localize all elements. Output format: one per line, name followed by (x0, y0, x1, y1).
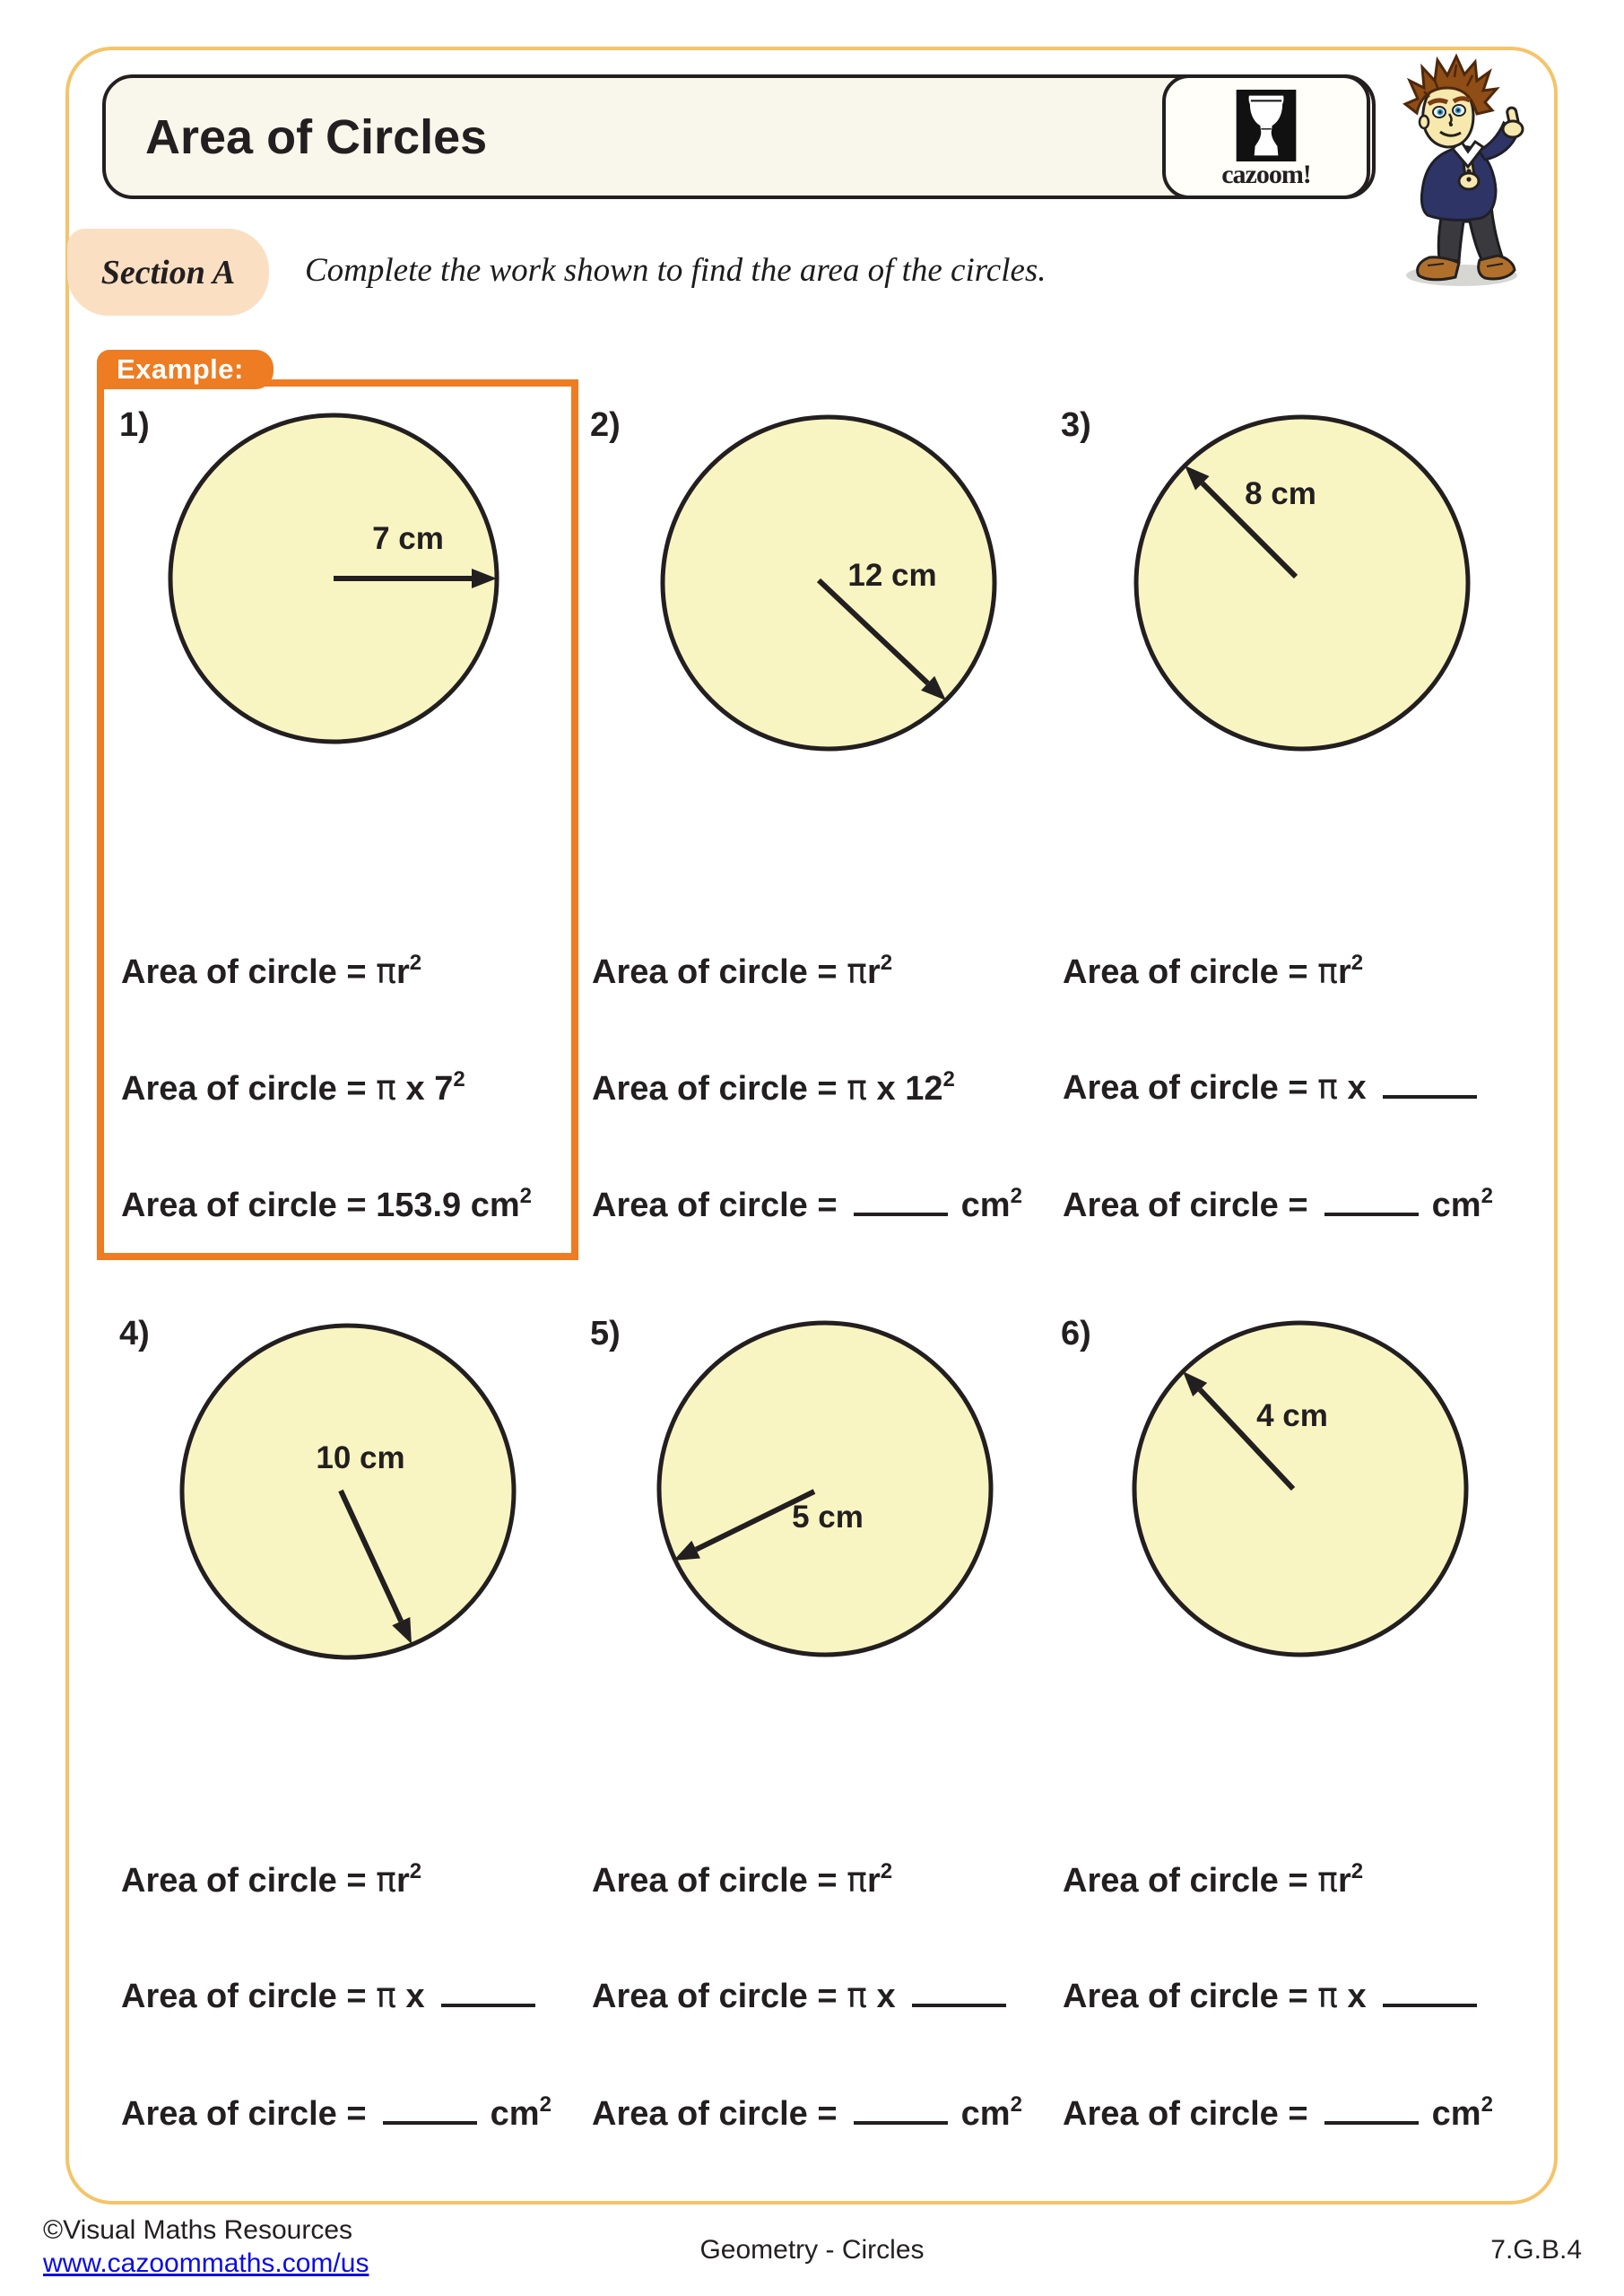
pi-symbol: π (376, 952, 396, 991)
equation-text: cm (951, 1187, 1011, 1224)
equation-text: cm (1422, 1187, 1481, 1224)
equation-text: x 12 (866, 1070, 943, 1108)
equation-text: Area of circle = (1063, 1069, 1318, 1107)
equation-text: Area of circle = (121, 2095, 377, 2133)
answer-blank[interactable] (1383, 1995, 1477, 2007)
superscript: 2 (1010, 1184, 1022, 1208)
problem-number: 4) (119, 1315, 150, 1352)
equation-text: Area of circle = (592, 953, 847, 991)
circle-figure (1040, 395, 1508, 780)
equation-text: x (395, 1978, 435, 2015)
footer-website-link[interactable]: www.cazoommaths.com/us (43, 2248, 369, 2278)
equation-line (592, 2092, 1022, 2134)
pi-symbol: π (847, 952, 867, 991)
radius-label: 7 cm (372, 521, 444, 556)
problem-number: 3) (1061, 406, 1091, 444)
superscript: 2 (1350, 1859, 1364, 1883)
radius-label: 5 cm (792, 1500, 864, 1535)
superscript: 2 (409, 951, 422, 975)
answer-blank[interactable] (1324, 2112, 1419, 2125)
page-title: Area of Circles (145, 109, 488, 164)
equation-line (121, 1976, 539, 2016)
answer-blank[interactable] (912, 1995, 1006, 2007)
answer-blank[interactable] (854, 1204, 948, 1216)
equation-text: Area of circle = (121, 953, 377, 991)
equation-line (592, 1184, 1022, 1225)
equation-line (592, 1859, 892, 1900)
mascot-boy-illustration (1372, 45, 1578, 305)
equation-line (121, 1067, 465, 1109)
problem-number: 5) (590, 1315, 621, 1352)
equation-line (1063, 2092, 1493, 2134)
superscript: 2 (880, 951, 893, 975)
equation-text: Area of circle = (1063, 1187, 1318, 1224)
equation-line (1063, 1184, 1493, 1225)
answer-blank[interactable] (383, 2112, 477, 2125)
radius-label: 10 cm (316, 1440, 405, 1475)
answer-blank[interactable] (854, 2112, 948, 2125)
superscript: 2 (539, 2092, 551, 2117)
equation-text: Area of circle = (592, 2095, 847, 2133)
equation-text: r (395, 953, 410, 991)
equation-text: Area of circle = (1063, 1978, 1318, 2015)
problem-5 (569, 1303, 1038, 2200)
equation-text: r (866, 1862, 881, 1900)
equation-text: Area of circle = (592, 1978, 847, 2015)
superscript: 2 (880, 1859, 893, 1883)
equation-text: cm (1422, 2095, 1481, 2133)
problem-6 (1040, 1303, 1508, 2200)
equation-line (121, 1184, 532, 1225)
equation-text: x (1337, 1978, 1376, 2015)
equation-line (592, 1976, 1010, 2016)
equation-text: Area of circle = 153.9 cm (121, 1187, 520, 1224)
equation-text: Area of circle = (592, 1070, 847, 1108)
pi-symbol: π (376, 1068, 396, 1108)
section-a-label (67, 229, 269, 316)
equation-text: Area of circle = (1063, 953, 1318, 991)
circle-shape (182, 1326, 514, 1657)
problem-4 (99, 1303, 567, 2200)
superscript: 2 (453, 1067, 465, 1091)
pi-symbol: π (1317, 1976, 1338, 2015)
example-badge: Example: (97, 350, 274, 389)
problem-number: 2) (590, 406, 621, 444)
equation-text: r (866, 953, 881, 991)
equation-text: Area of circle = (121, 1862, 377, 1900)
equation-text: x (866, 1978, 906, 2015)
equation-text: r (395, 1862, 410, 1900)
circle-figure (99, 1303, 567, 1689)
equation-text: r (1337, 953, 1351, 991)
problem-number: 1) (119, 406, 150, 444)
equation-line (121, 951, 421, 992)
section-instruction: Complete the work shown to find the area of the circles. (305, 252, 1046, 289)
footer-standard-code: 7.G.B.4 (1490, 2235, 1582, 2265)
pi-symbol: π (1317, 1067, 1338, 1107)
pi-symbol: π (376, 1860, 396, 1900)
superscript: 2 (942, 1067, 955, 1091)
footer-copyright: ©Visual Maths Resources (43, 2215, 353, 2245)
circle-figure (1040, 1303, 1508, 1689)
radius-label: 12 cm (847, 558, 937, 593)
pi-symbol: π (1317, 952, 1338, 991)
problem-2 (569, 395, 1038, 1292)
pi-symbol: π (847, 1976, 867, 2015)
superscript: 2 (409, 1859, 422, 1883)
equation-line (592, 1067, 955, 1109)
circle-figure (569, 395, 1038, 780)
pi-symbol: π (1317, 1860, 1338, 1900)
section-a-text: Section A (100, 253, 236, 291)
equation-text: Area of circle = (592, 1862, 847, 1900)
radius-label: 4 cm (1256, 1398, 1328, 1433)
pi-symbol: π (376, 1976, 396, 2015)
superscript: 2 (1481, 1184, 1493, 1208)
footer-topic: Geometry - Circles (699, 2235, 925, 2265)
superscript: 2 (1481, 2092, 1493, 2117)
equation-line (121, 1859, 421, 1900)
superscript: 2 (519, 1184, 533, 1208)
problem-number: 6) (1061, 1315, 1091, 1352)
circle-shape (659, 1323, 991, 1655)
problem-3 (1040, 395, 1508, 1292)
answer-blank[interactable] (1324, 1204, 1419, 1216)
equation-text: x (1337, 1069, 1376, 1107)
equation-text: cm (951, 2095, 1011, 2133)
equation-text: Area of circle = (121, 1070, 377, 1108)
equation-text: Area of circle = (1063, 1862, 1318, 1900)
circle-figure (99, 395, 567, 780)
answer-blank[interactable] (441, 1995, 535, 2007)
equation-line (1063, 1859, 1363, 1900)
equation-line (1063, 1976, 1481, 2016)
equation-line (1063, 1067, 1481, 1108)
pi-symbol: π (847, 1860, 867, 1900)
equation-text: Area of circle = (121, 1978, 377, 2015)
equation-text: cm (481, 2095, 540, 2133)
equation-line (592, 951, 892, 992)
djembe-drum-icon (1236, 90, 1297, 161)
equation-text: r (1337, 1862, 1351, 1900)
cazoom-logo (1162, 74, 1370, 199)
radius-label: 8 cm (1245, 476, 1316, 511)
pi-symbol: π (847, 1068, 867, 1108)
superscript: 2 (1350, 951, 1364, 975)
equation-text: Area of circle = (1063, 2095, 1318, 2133)
circle-figure (569, 1303, 1038, 1689)
equation-text: x 7 (395, 1070, 454, 1108)
equation-line (1063, 951, 1363, 992)
equation-line (121, 2092, 551, 2134)
superscript: 2 (1010, 2092, 1022, 2117)
answer-blank[interactable] (1383, 1086, 1477, 1099)
equation-text: Area of circle = (592, 1187, 847, 1224)
logo-wordmark: cazoom! (1221, 160, 1311, 189)
problem-1 (99, 395, 567, 1292)
